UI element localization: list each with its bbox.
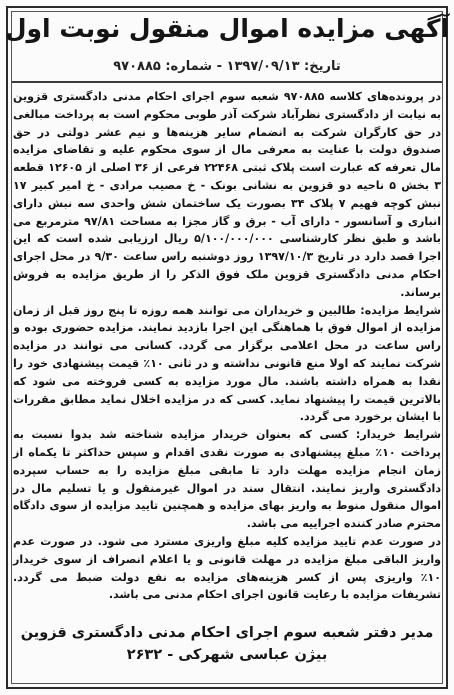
- signature-office: مدیر دفتر شعبه سوم اجرای احکام مدنی دادگستری قزوین: [20, 625, 434, 641]
- body-paragraph-refund-terms: در صورت عدم تایید مزایده کلیه مبلغ واریزی مسترد می شود. در صورت عدم واریز الباقی مبلغ مزایده در مهلت قانونی و یا اعلام انصراف از سوی خریدار ۱۰٪ واریزی پس از کسر هزینه‌های مزایده به نفع دولت ضبط می گردد. تشریفات مزایده با رعایت قانون اجرای احکام مدنی می باشد.: [13, 534, 441, 602]
- body-paragraph-buyer-terms: شرایط خریدار: کسی که بعنوان خریدار مزایده شناخته شد بدوا نسبت به پرداخت ۱۰٪ مبلغ پیشنهادی به صورت نقدی اقدام و سپس حداکثر تا یکماه از زمان انجام مزایده مهلت دارد تا مابقی مبلغ مزایده را به حساب سپرده دادگستری واریز نمایند. انتقال سند در اموال غیرمنقول و یا تسلیم مال در اموال منقول منوط به واریز بهای مزایده و همچنین تایید مزایده از سوی دادگاه محترم صادر کننده اجراییه می باشد.: [13, 428, 441, 531]
- signature-block: [0, 622, 454, 666]
- body-paragraph-auction-terms: شرایط مزایده: طالبین و خریداران می توانند همه روزه تا پنج روز قبل از زمان مزایده از اموال فوق با هماهنگی این اجرا بازدید نمایند. مزایده حضوری بوده و راس ساعت در محل اعلامی برگزار می گردد. کسانی می توانند در مزایده شرکت نمایند که اولا منع قانونی نداشته و در ثانی ۱۰٪ قیمت پیشنهادی خود را نقدا به همراه داشته باشند. مال مورد مزایده به کسی فروخته می شود که بالاترین قیمت را پیشنهاد نماید. کسی که در مزایده اخلال نماید مطابق مقررات با ایشان برخورد می گردد.: [13, 303, 441, 424]
- notice-body: [13, 88, 441, 604]
- header-divider: [12, 81, 442, 83]
- notice-date-number: تاریخ: ۱۳۹۷/۰۹/۱۳ - شماره: ۹۷۰۸۸۵: [113, 59, 341, 74]
- notice-title: آگهی مزایده اموال منقول نوبت اول: [4, 14, 450, 43]
- signature-name: بیژن عباسی شهرکی - ۲۶۳۲: [126, 647, 328, 663]
- body-paragraph-main: در پرونده‌های کلاسه ۹۷۰۸۸۵ شعبه سوم اجرای احکام مدنی دادگستری قزوین به نیابت از دادگستری نظرآباد شرکت آذر طوبی محکوم است به پرداخت مبالغی در حق کارگران شرکت به انضمام سایر هزینه‌ها و نیم عشر دولتی در حق صندوق دولت با عنایت به معرفی مال از سوی محکوم علیه و تقاضای مزایده مال تعرفه که عبارت است پلاک ثبتی ۲۲۴۶۸ فرعی از ۳۶ اصلی از ۱۲۶۰۵ قطعه ۳ بخش ۵ ناحیه دو قزوین به نشانی بونک - خ مصیب مرادی - خ امیر کبیر ۱۷ نبش کوچه فهیم ۷ پلاک ۳۴ بصورت یک ساختمان شش واحدی سه نبش دارای انباری و آسانسور - دارای آب - برق و گاز مجزا به مساحت ۹۷/۸۱ مترمربع می باشد و طبق نظر کارشناسی ۵/۱۰۰/۰۰۰/۰۰۰ ریال ارزیابی شده است که این اجرا قصد دارد در تاریخ ۱۳۹۷/۱۰/۳ روز دوشنبه راس ساعت ۹/۳۰ در محل اجرای احکام مدنی دادگستری قزوین ملک فوق الذکر را از طریق مزایده به فروش برساند.: [13, 90, 442, 299]
